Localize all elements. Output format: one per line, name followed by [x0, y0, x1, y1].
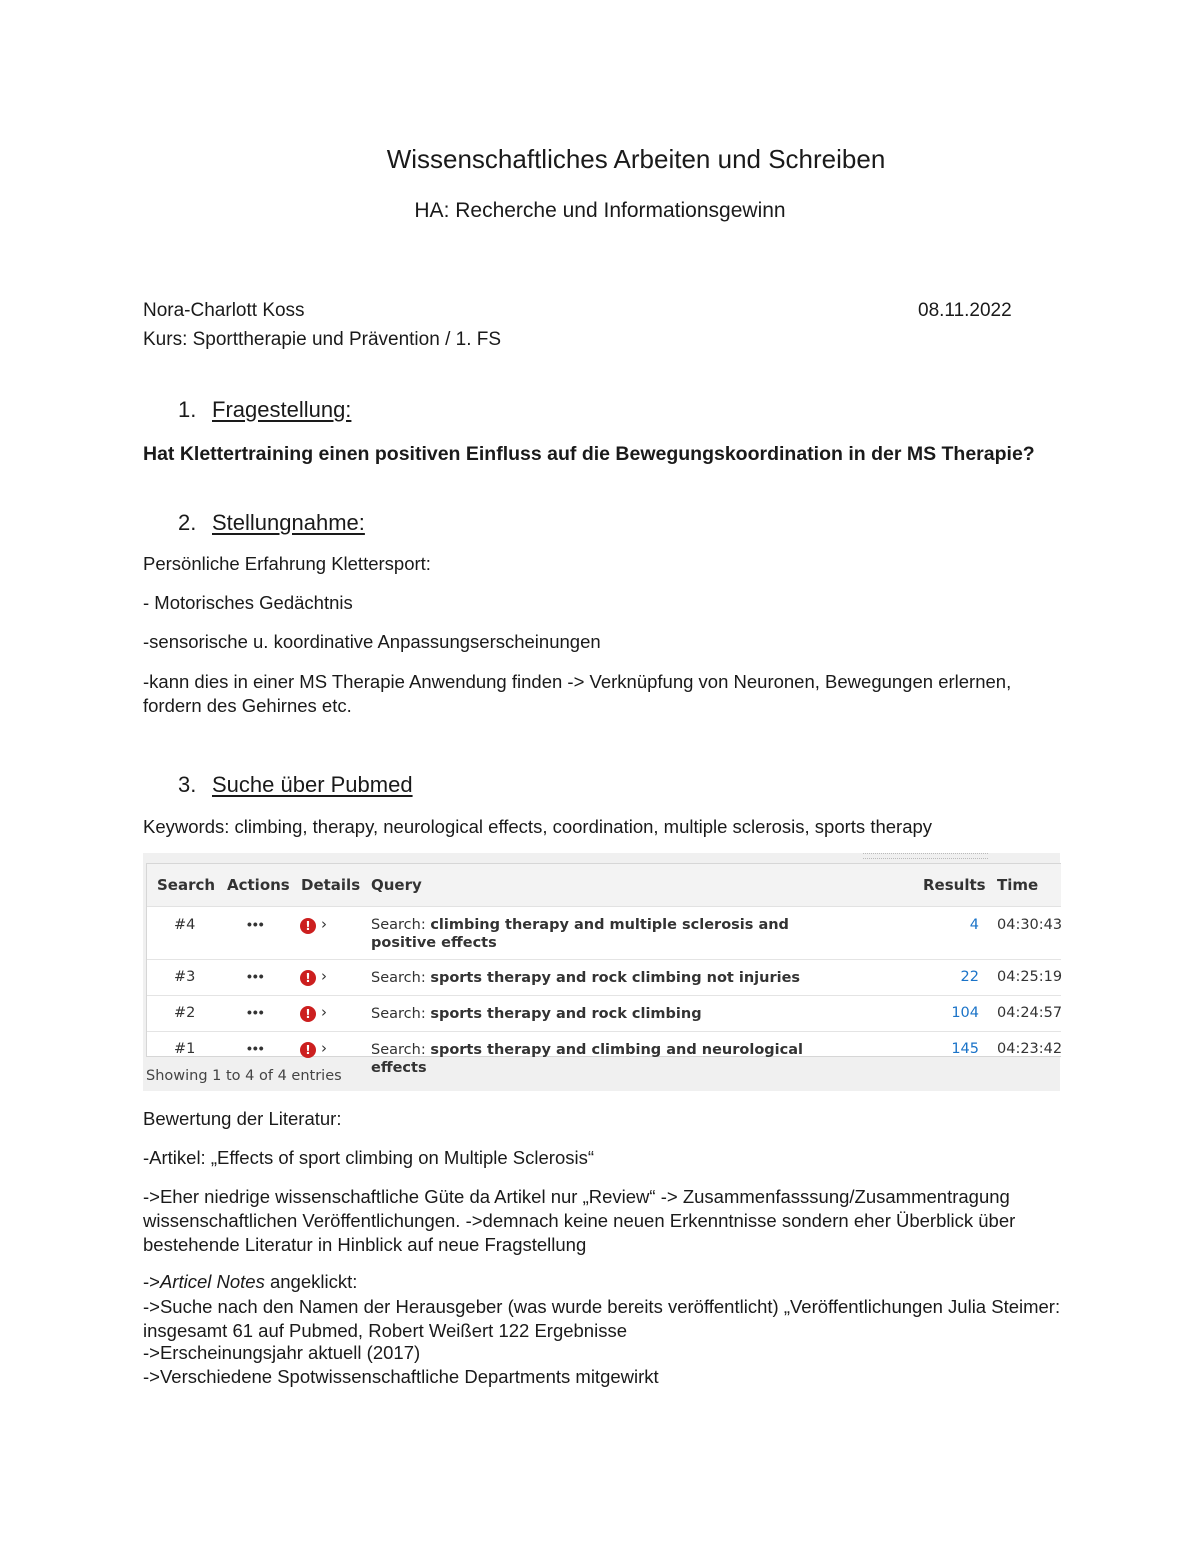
author-name: Nora-Charlott Koss [143, 300, 305, 321]
results-count-link[interactable]: 145 [951, 1041, 979, 1057]
section-number: 2. [178, 510, 197, 535]
research-question: Hat Klettertraining einen positiven Einfluss auf die Bewegungskoordination in der MS Therapie? [143, 443, 1035, 465]
query-text: Search: sports therapy and rock climbing [371, 1006, 702, 1022]
search-time: 04:25:19 [997, 969, 1063, 985]
document-subtitle: HA: Recherche und Informationsgewinn [414, 199, 786, 222]
statement-line: -kann dies in einer MS Therapie Anwendung finden -> Verknüpfung von Neuronen, Bewegungen erlernen, fordern des Gehirnes etc. [143, 671, 1012, 716]
section-title: Fragestellung: [212, 397, 352, 422]
search-time: 04:30:43 [997, 917, 1063, 933]
results-count-link[interactable]: 22 [960, 969, 979, 985]
section-heading-fragestellung [178, 397, 351, 423]
table-row [147, 907, 1061, 960]
query-text: Search: sports therapy and climbing and neurological effects [371, 1042, 803, 1076]
error-icon[interactable]: ! [300, 1006, 316, 1022]
course-line: Kurs: Sporttherapie und Prävention / 1. FS [143, 329, 502, 350]
actions-menu-icon[interactable]: ••• [247, 968, 265, 984]
statement-line: Persönliche Erfahrung Klettersport: [143, 553, 431, 574]
results-count-link[interactable]: 4 [969, 917, 979, 933]
author-search-line: ->Suche nach den Namen der Herausgeber (was wurde bereits veröffentlicht) „Veröffentlichungen Julia Steimer: insgesamt 61 auf Pubmed, Robert Weißert 122 Ergebnisse [143, 1296, 1061, 1341]
actions-menu-icon[interactable]: ••• [247, 916, 265, 932]
chevron-right-icon[interactable]: › [321, 967, 327, 985]
column-header-results[interactable]: Results [923, 876, 986, 894]
chevron-right-icon[interactable]: › [321, 1003, 327, 1021]
section-heading-pubmed [178, 772, 413, 798]
keywords-line: Keywords: climbing, therapy, neurological effects, coordination, multiple sclerosis, sports therapy [143, 816, 933, 837]
table-row [147, 996, 1061, 1032]
search-time: 04:23:42 [997, 1041, 1063, 1057]
search-number: #3 [174, 969, 196, 985]
results-count-link[interactable]: 104 [951, 1005, 979, 1021]
year-line: ->Erscheinungsjahr aktuell (2017) [143, 1342, 421, 1363]
assessment-paragraph: ->Eher niedrige wissenschaftliche Güte da Artikel nur „Review“ -> Zusammenfasssung/Zusammentragung wissenschaftlichen Veröffentlichungen. ->demnach keine neuen Erkenntnisse sondern eher Überblick über bestehende Literatur in Hinblick auf neue Fragstellung [143, 1186, 1016, 1255]
statement-line: -sensorische u. koordinative Anpassungserscheinungen [143, 631, 601, 652]
query-text: Search: sports therapy and rock climbing not injuries [371, 970, 801, 986]
search-number: #4 [174, 917, 196, 933]
column-header-search[interactable]: Search [157, 876, 216, 894]
pubmed-history-panel [143, 853, 1063, 1091]
table-row [147, 960, 1061, 996]
table-footer-info: Showing 1 to 4 of 4 entries [146, 1068, 342, 1084]
search-time: 04:24:57 [997, 1005, 1063, 1021]
article-notes-label: Articel Notes [159, 1271, 265, 1292]
column-header-query[interactable]: Query [371, 876, 422, 894]
query-text: Search: climbing therapy and multiple sclerosis and positive effects [371, 917, 789, 951]
evaluation-heading: Bewertung der Literatur: [143, 1108, 342, 1129]
chevron-right-icon[interactable]: › [321, 1039, 327, 1057]
section-title: Suche über Pubmed [212, 772, 413, 797]
error-icon[interactable]: ! [300, 918, 316, 934]
section-title: Stellungnahme: [212, 510, 365, 535]
document-title: Wissenschaftliches Arbeiten und Schreiben [386, 144, 886, 174]
article-line: -Artikel: „Effects of sport climbing on Multiple Sclerosis“ [143, 1147, 595, 1168]
notes-line: ->Articel Notes angeklickt: [143, 1271, 358, 1292]
actions-menu-icon[interactable]: ••• [247, 1004, 265, 1020]
search-number: #2 [174, 1005, 196, 1021]
table-header [147, 864, 1061, 907]
section-heading-stellungnahme [178, 510, 365, 536]
table-row [147, 1032, 1063, 1076]
statement-line: - Motorisches Gedächtnis [143, 592, 353, 613]
section-number: 3. [178, 772, 197, 797]
section-number: 1. [178, 397, 197, 422]
column-header-actions[interactable]: Actions [227, 876, 290, 894]
column-header-time[interactable]: Time [997, 876, 1039, 894]
error-icon[interactable]: ! [300, 970, 316, 986]
departments-line: ->Verschiedene Spotwissenschaftliche Departments mitgewirkt [143, 1366, 659, 1387]
actions-menu-icon[interactable]: ••• [247, 1040, 265, 1056]
document-date: 08.11.2022 [918, 300, 1012, 321]
column-header-details[interactable]: Details [301, 876, 361, 894]
chevron-right-icon[interactable]: › [321, 915, 327, 933]
resize-handle [863, 853, 988, 859]
search-number: #1 [174, 1041, 196, 1057]
error-icon[interactable]: ! [300, 1042, 316, 1058]
